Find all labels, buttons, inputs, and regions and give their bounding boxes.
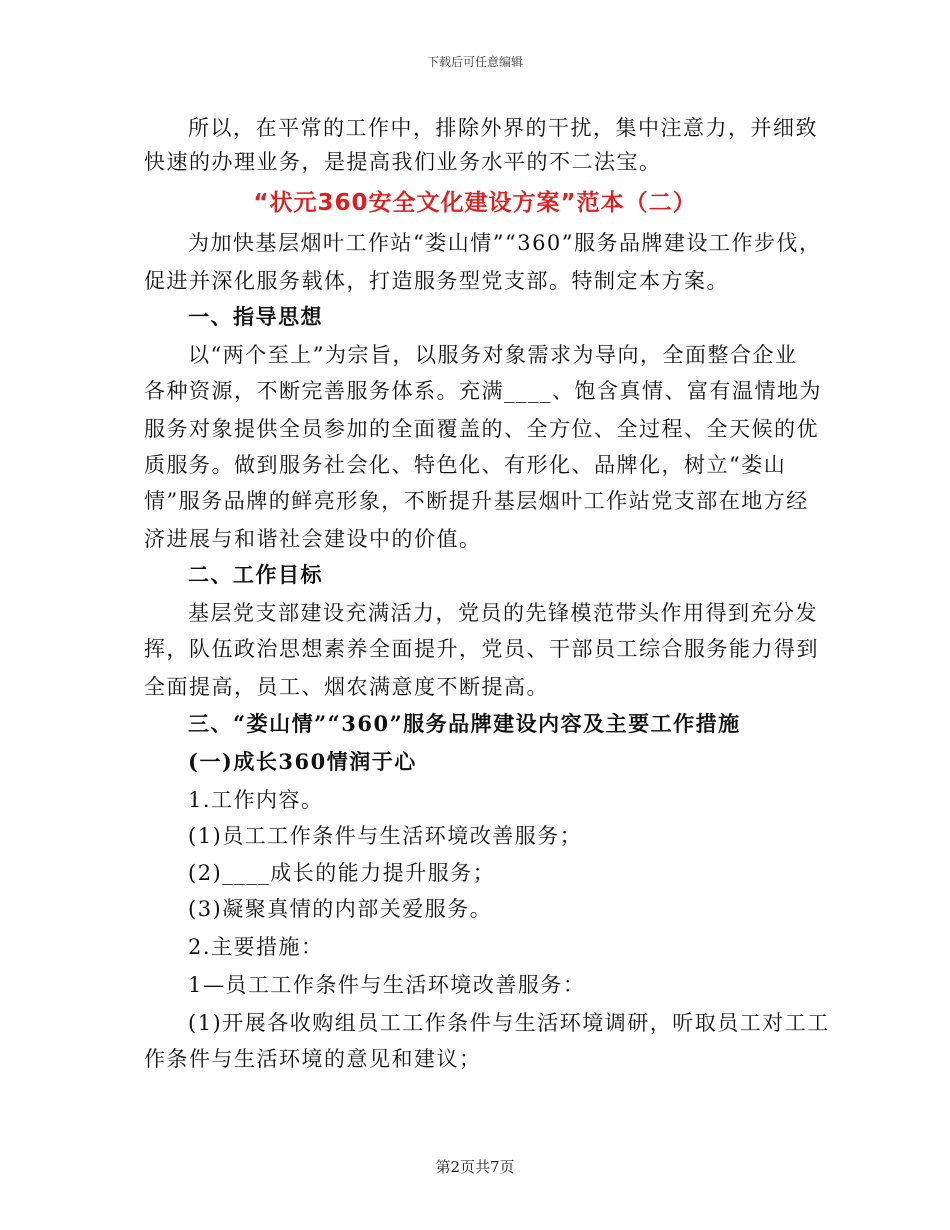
heading-work-goals: 二、工作目标 (188, 562, 323, 587)
page-number: 第2页共7页 (435, 1158, 515, 1176)
body-line: 各种资源，不断完善服务体系。充满____、饱含真情、富有温情地为 (144, 379, 822, 403)
list-item: (1)员工工作条件与生活环境改善服务； (188, 824, 583, 848)
body-line: 所以，在平常的工作中，排除外界的干扰，集中注意力，并细致 (188, 116, 818, 140)
body-line: 情”服务品牌的鲜亮形象，不断提升基层烟叶工作站党支部在地方经 (144, 489, 809, 513)
list-item: (3)凝聚真情的内部关爱服务。 (188, 897, 493, 921)
body-line: 快速的办理业务，是提高我们业务水平的不二法宝。 (144, 150, 662, 174)
body-line: 挥，队伍政治思想素养全面提升，党员、干部员工综合服务能力得到 (144, 637, 819, 661)
body-line: 济进展与和谐社会建设中的价值。 (144, 527, 482, 551)
subheading-growth: (一)成长360情润于心 (188, 749, 417, 774)
body-line: 为加快基层烟叶工作站“娄山情”“360”服务品牌建设工作步伐， (188, 231, 822, 255)
section-title: “状元360安全文化建设方案”范本（二） (253, 190, 697, 216)
list-item: (1)开展各收购组员工工作条件与生活环境调研，听取员工对工工 (188, 1011, 830, 1035)
body-line: 全面提高，员工、烟农满意度不断提高。 (144, 675, 549, 699)
body-line: 基层党支部建设充满活力，党员的先锋模范带头作用得到充分发 (188, 601, 818, 625)
body-line: 作条件与生活环境的意见和建议； (144, 1047, 482, 1071)
page-header: 下载后可任意编辑 (426, 55, 523, 69)
body-line: 质服务。做到服务社会化、特色化、有形化、品牌化，树立“娄山 (144, 453, 787, 477)
list-item: (2)____成长的能力提升服务； (188, 861, 496, 885)
heading-guiding-ideology: 一、指导思想 (188, 304, 323, 329)
body-line: 以“两个至上”为宗旨，以服务对象需求为导向，全面整合企业 (188, 343, 798, 367)
list-item: 1—员工工作条件与生活环境改善服务： (188, 973, 586, 997)
body-line: 促进并深化服务载体，打造服务型党支部。特制定本方案。 (144, 269, 729, 293)
heading-brand-content: 三、“娄山情”“360”服务品牌建设内容及主要工作措施 (188, 711, 741, 736)
body-line: 服务对象提供全员参加的全面覆盖的、全方位、全过程、全天候的优 (144, 417, 819, 441)
list-item: 2.主要措施： (188, 935, 324, 959)
list-item: 1.工作内容。 (188, 788, 324, 812)
